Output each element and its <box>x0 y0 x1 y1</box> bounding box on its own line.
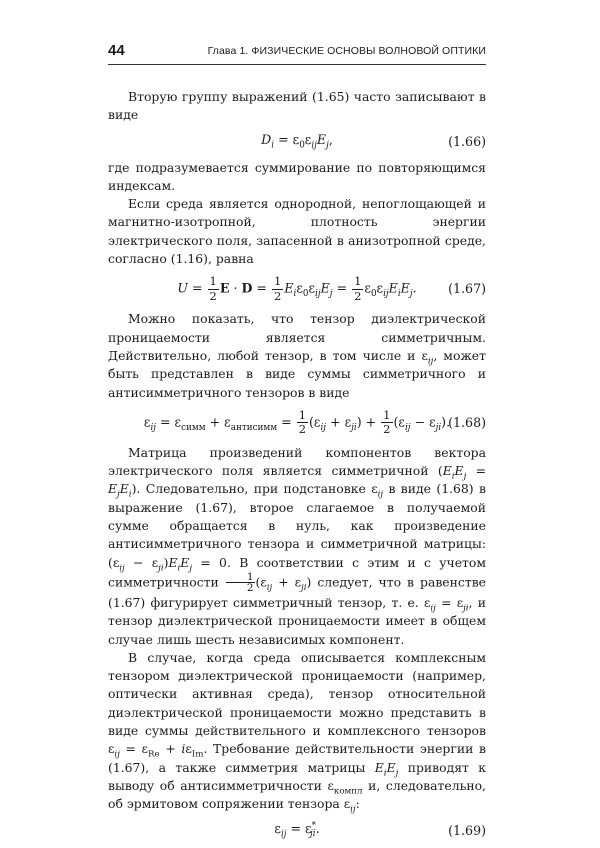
page-number: 44 <box>108 42 125 59</box>
paragraph-1: Вторую группу выражений (1.65) часто записывают в виде <box>108 89 486 123</box>
equation-number: (1.68) <box>448 414 486 430</box>
equation-1-68: $\varepsilon_{ij} = \varepsilon_{симм} + \varepsilon_{антисимм}$ = $\frac{1}{2}$ $(\varepsilon_{ij} + \varepsilon_{ji})$ + $\frac{1}{2}$ $(\varepsilon_{ij} - \varepsilon_{ji})$. (1.68) <box>143 407 486 437</box>
equation-number: (1.69) <box>448 822 486 838</box>
equation-1-69: $\varepsilon_{ij} = \varepsilon^*_{ji}$. (1.69) <box>274 820 486 840</box>
equation-number: (1.67) <box>448 281 486 297</box>
page-body <box>108 88 486 848</box>
paragraph-2: где подразумевается суммирование по повторяющимся индексам. <box>108 159 486 193</box>
equation-1-67: U = $\frac{1}{2}$ E · D = $\frac{1}{2}$ $E_i\varepsilon_0\varepsilon_{ij}E_j$ = $\frac{1}{2}$ $\varepsilon_0\varepsilon_{ij}E_iE_j$. (1.67) <box>177 274 486 303</box>
header-rule <box>108 64 486 65</box>
paragraph-5: Матрица произведений компонентов вектора электрического поля является симметричной $(E_iE_j = E_jE_i)$. Следовательно, при подстановке $\varepsilon_{ij}$ в виде (1.68) в выражение (1.67), второе слагаемое в получаемой сумме обращается в нуль, как произведение антисимметричного тензора и симметричной матрицы: $(\varepsilon_{ij} - \varepsilon_{ji})E_iE_j = 0$. В соответствии с этим и с учетом симметричности $\frac{1}{2}$ $(\varepsilon_{ij} + \varepsilon_{ji})$ следует, что в равенстве (1.67) фигурирует симметричный тензор, т. е. $\varepsilon_{ij} = \varepsilon_{ji}$, и тензор диэлектрической проницаемости имеет в общем случае лишь шесть независимых компонент. <box>108 444 487 647</box>
paragraph-6: В случае, когда среда описывается комплексным тензором диэлектрической проницаемости (например, оптически активная среда), тензор относительной диэлектрической проницаемости можно представить в виде суммы действительного и комплексного тензоров $\varepsilon_{ij} = \varepsilon_{Re} + i\varepsilon_{Im}$. Требование действительности энергии в (1.67), а также симметрия матрицы $E_iE_j$ приводят к выводу об антисимметричности $\varepsilon_{компл}$ и, следовательно, об эрмитовом сопряжении тензора $\varepsilon_{ij}$: <box>108 649 486 815</box>
chapter-title: Глава 1. ФИЗИЧЕСКИЕ ОСНОВЫ ВОЛНОВОЙ ОПТИКИ <box>207 45 486 57</box>
equation-number: (1.66) <box>448 133 486 149</box>
equation-1-66: $D_i = \varepsilon_0\varepsilon_{ij}E_j$, (1.66) <box>261 131 486 151</box>
paragraph-4: Можно показать, что тензор диэлектрической проницаемости является симметричным. Действительно, любой тензор, в том числе и $\varepsilon_{ij}$, может быть представлен в виде суммы симметричного и антисимметричного тензоров в виде <box>108 311 486 400</box>
paragraph-3: Если среда является однородной, непоглощающей и магнитно-изотропной, плотность энергии электрического поля, запасенной в анизотропной среде, согласно (1.16), равна <box>108 196 486 267</box>
